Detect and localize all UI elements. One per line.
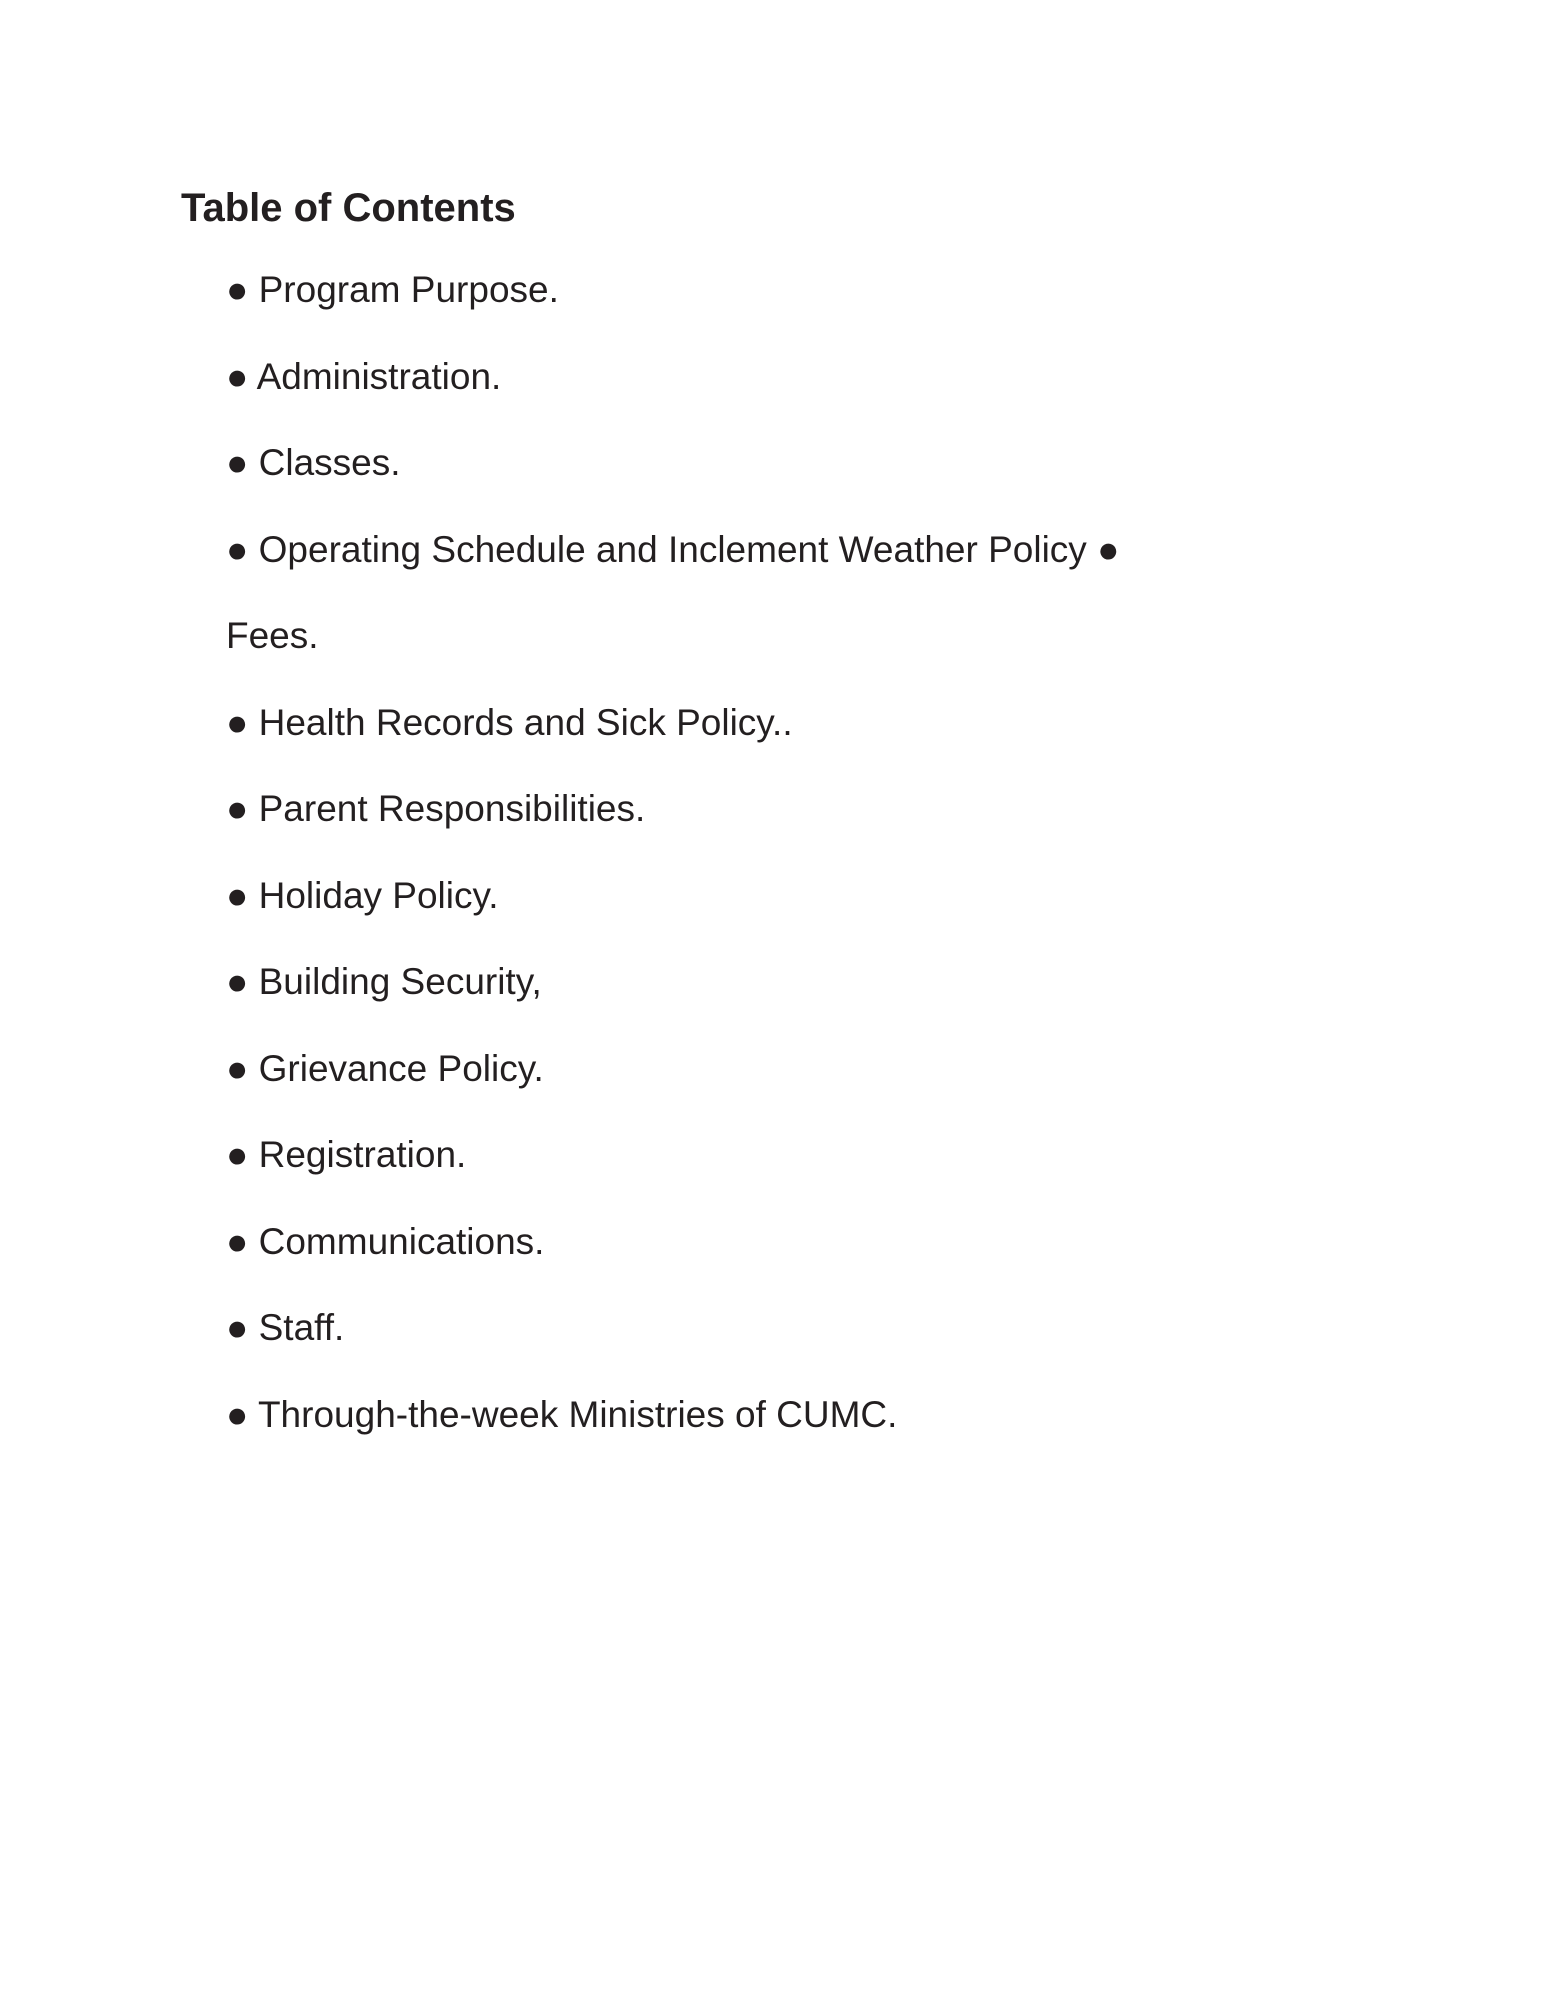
toc-item: ● Building Security, xyxy=(226,961,542,1002)
toc-item: ● Health Records and Sick Policy.. xyxy=(226,701,793,743)
toc-item: ● Administration. xyxy=(226,355,502,397)
toc-item: ● Program Purpose. xyxy=(226,269,559,310)
toc-item: Fees. xyxy=(226,615,319,656)
toc-item: ● Staff. xyxy=(226,1307,345,1348)
toc-item: ● Grievance Policy. xyxy=(226,1047,544,1089)
toc-item: ● Parent Responsibilities. xyxy=(226,788,646,829)
toc-item: ● Holiday Policy. xyxy=(226,874,499,916)
toc-item: ● Operating Schedule and Inclement Weather Policy ● xyxy=(226,528,1120,570)
page-title: Table of Contents xyxy=(181,186,516,230)
toc-item: ● Through-the-week Ministries of CUMC. xyxy=(226,1393,898,1435)
toc-item: ● Registration. xyxy=(226,1134,467,1175)
toc-item: ● Classes. xyxy=(226,442,401,483)
toc-list xyxy=(226,264,1119,1475)
toc-item: ● Communications. xyxy=(226,1220,545,1262)
